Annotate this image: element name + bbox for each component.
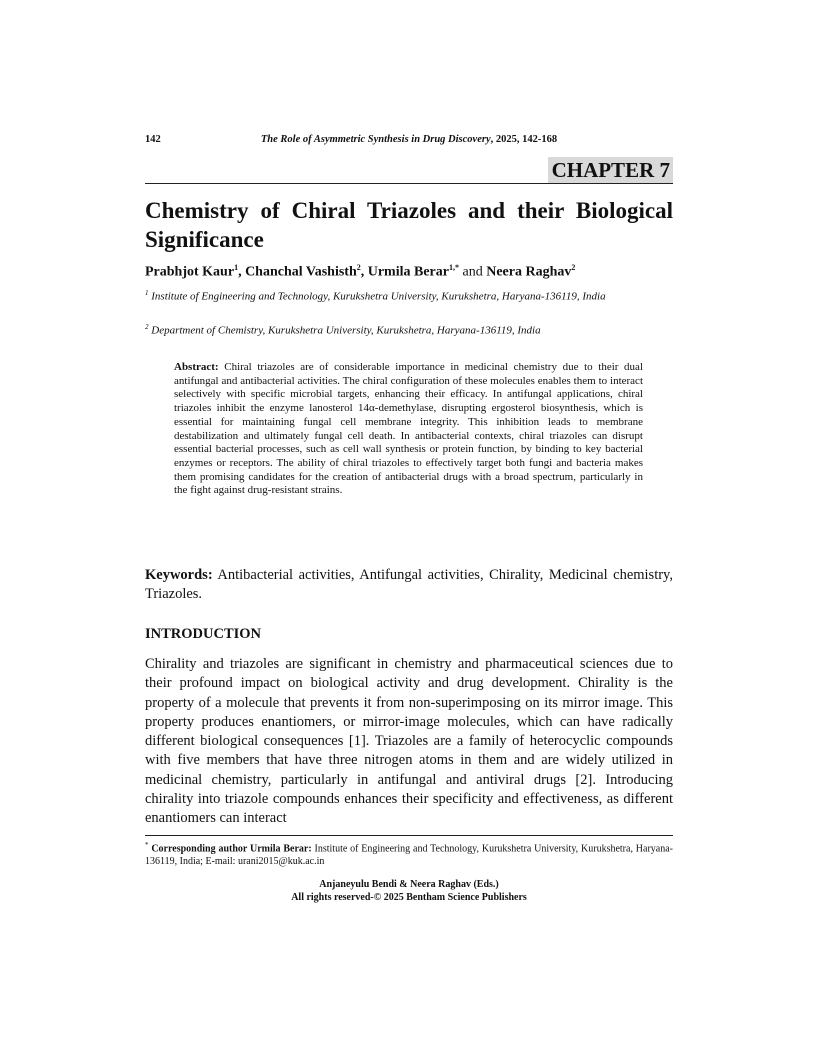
keywords xyxy=(145,566,673,604)
book-title: The Role of Asymmetric Synthesis in Drug Discovery xyxy=(260,134,491,145)
header-rule xyxy=(145,183,673,184)
author-separator: and xyxy=(458,264,487,280)
abstract xyxy=(174,361,643,498)
page-number: 142 xyxy=(145,134,161,145)
author-separator: , xyxy=(360,264,368,280)
affiliation-text: Institute of Engineering and Technology, Kurukshetra University, Kurukshetra, Haryana-136119, India xyxy=(148,290,606,303)
author-list xyxy=(145,263,673,281)
footnote-text: Institute of Engineering and Technology, Kurukshetra University, Kurukshetra, Haryana-136119, India; E-mail: urani2015@kuk.ac.in xyxy=(145,843,673,868)
author-name: Chanchal Vashisth xyxy=(245,264,357,280)
author-affiliation-mark: 1 xyxy=(234,263,239,272)
author-affiliation-mark: 2 xyxy=(571,263,576,272)
keywords-text: Antibacterial activities, Antifungal activities, Chirality, Medicinal chemistry, Triazoles. xyxy=(145,567,673,602)
keywords-label: Keywords: xyxy=(145,567,213,583)
author-separator: , xyxy=(238,264,246,280)
introduction-heading: INTRODUCTION xyxy=(145,626,262,642)
running-head xyxy=(145,134,673,150)
introduction-paragraph: Chirality and triazoles are significant in chemistry and pharmaceutical sciences due to their profound impact on biological activity and drug development. Chirality is the property of a molecule that prevents it from non-superimposing on its mirror image. This property produces enantiomers, or mirror-image molecules, which can have radically different biological consequences [1]. Triazoles are a family of heterocyclic compounds with five members that have three nitrogen atoms in them and are widely utilized in medicinal chemistry, particularly in antifungal and antiviral drugs [2]. Introducing chirality into triazole compounds enhances their specificity and effectiveness, as different enantiomers can interact xyxy=(145,656,673,827)
page-footer xyxy=(145,878,673,904)
book-details: , 2025, 142-168 xyxy=(490,134,558,145)
author-affiliation-mark: 1,* xyxy=(448,263,459,272)
copyright-line: All rights reserved-© 2025 Bentham Science Publishers xyxy=(291,892,527,903)
footnote-rule xyxy=(145,835,673,836)
affiliation-1 xyxy=(145,286,673,305)
chapter-label: CHAPTER 7 xyxy=(548,157,673,183)
affiliation-mark: 2 xyxy=(145,323,149,331)
author-name: Neera Raghav xyxy=(486,264,572,280)
author-name: Urmila Berar xyxy=(367,264,449,280)
journal-reference xyxy=(145,134,673,145)
author-name: Prabhjot Kaur xyxy=(145,264,235,280)
editors-line: Anjaneyulu Bendi & Neera Raghav (Eds.) xyxy=(319,879,499,890)
affiliation-mark: 1 xyxy=(145,289,149,297)
corresponding-author-footnote xyxy=(145,839,673,868)
abstract-label: Abstract: xyxy=(174,361,219,373)
author-affiliation-mark: 2 xyxy=(356,263,361,272)
abstract-text: Chiral triazoles are of considerable importance in medicinal chemistry due to their dual antifungal and antibacterial activities. The chiral configuration of these molecules enables them to interact selectively with specific microbial targets, enhancing their efficacy. In antifungal applications, chiral triazoles inhibit the enzyme lanosterol 14α-demethylase, disrupting ergosterol biosynthesis, which is essential for maintaining fungal cell membrane integrity. This inhibition leads to membrane destabilization and ultimately fungal cell death. In antibacterial contexts, chiral triazoles can disrupt essential bacterial processes, such as cell wall synthesis or protein function, by binding to key bacterial enzymes or receptors. The ability of chiral triazoles to effectively target both fungi and bacteria makes them promising candidates for the creation of antibacterial drugs with a broad spectrum, particularly in the fight against drug-resistant strains. xyxy=(174,361,643,497)
footnote-label: Corresponding author Urmila Berar: xyxy=(148,843,312,855)
affiliation-2 xyxy=(145,320,673,339)
footnote-mark: * xyxy=(145,841,149,849)
affiliation-text: Department of Chemistry, Kurukshetra University, Kurukshetra, Haryana-136119, India xyxy=(148,324,541,337)
chapter-title: Chemistry of Chiral Triazoles and their Biological Significance xyxy=(145,198,673,252)
